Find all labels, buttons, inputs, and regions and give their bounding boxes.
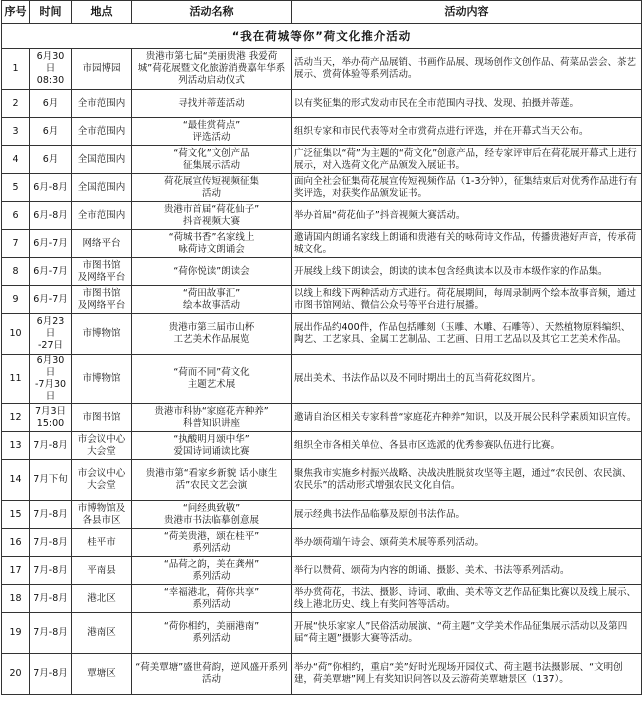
section-title: “我在荷城等你”荷文化推介活动 <box>2 24 642 49</box>
row-number: 10 <box>2 314 30 355</box>
header-name: 活动名称 <box>132 1 292 24</box>
row-place: 市会议中心 大会堂 <box>72 432 132 460</box>
row-place: 网络平台 <box>72 230 132 258</box>
row-number: 11 <box>2 355 30 404</box>
row-number: 1 <box>2 49 30 90</box>
table-row <box>2 174 642 202</box>
row-activity-content: 以线上和线下两种活动方式进行。荷花展期间，每周录制两个绘本故事音频，通过市图书馆网站、微信公众号等平台进行展播。 <box>292 286 642 314</box>
row-activity-content: 面向全社会征集荷花展宣传短视频作品（1-3分钟），征集结束后对优秀作品进行有奖评选，对获奖作品颁发证书。 <box>292 174 642 202</box>
table-row <box>2 613 642 654</box>
row-activity-name: “荷城书香”名家线上 咏荷诗文朗诵会 <box>132 230 292 258</box>
table-row <box>2 585 642 613</box>
table-row <box>2 146 642 174</box>
row-time: 6月30日 08:30 <box>30 49 72 90</box>
header-no: 序号 <box>2 1 30 24</box>
row-activity-content: 展出美术、书法作品以及不同时期出土的瓦当荷花纹图片。 <box>292 355 642 404</box>
row-number: 13 <box>2 432 30 460</box>
row-place: 平南县 <box>72 557 132 585</box>
table-row <box>2 202 642 230</box>
table-body <box>2 24 642 695</box>
row-place: 港南区 <box>72 613 132 654</box>
row-place: 桂平市 <box>72 529 132 557</box>
row-place: 市图书馆 <box>72 404 132 432</box>
row-time: 7月-8月 <box>30 529 72 557</box>
table-row <box>2 460 642 501</box>
row-activity-name: “荷美覃塘”盛世荷韵，逆风盛开系列活动 <box>132 654 292 695</box>
row-place: 市博物馆及 各县市区 <box>72 501 132 529</box>
row-place: 市园博园 <box>72 49 132 90</box>
row-number: 15 <box>2 501 30 529</box>
row-activity-content: 举办颂荷端午诗会、颂荷美术展等系列活动。 <box>292 529 642 557</box>
row-time: 6月-7月 <box>30 258 72 286</box>
row-time: 7月-8月 <box>30 654 72 695</box>
row-place: 覃塘区 <box>72 654 132 695</box>
row-place: 市会议中心 大会堂 <box>72 460 132 501</box>
row-time: 7月3日 15:00 <box>30 404 72 432</box>
row-number: 8 <box>2 258 30 286</box>
row-time: 6月 <box>30 90 72 118</box>
row-time: 7月-8月 <box>30 501 72 529</box>
row-time: 6月-8月 <box>30 174 72 202</box>
row-activity-content: 组织专家和市民代表等对全市赏荷点进行评选，并在开幕式当天公布。 <box>292 118 642 146</box>
header-place: 地点 <box>72 1 132 24</box>
row-activity-name: “执酸明月颂中华” 爱国诗词诵读比赛 <box>132 432 292 460</box>
row-number: 16 <box>2 529 30 557</box>
row-time: 7月下旬 <box>30 460 72 501</box>
table-row <box>2 355 642 404</box>
row-activity-content: 开展“快乐家家人”民俗活动展演、“荷主题”文学美术作品征集展示活动以及第四届“荷主题”摄影大赛等活动。 <box>292 613 642 654</box>
row-activity-name: “幸福港北，荷你共享” 系列活动 <box>132 585 292 613</box>
row-place: 全国范围内 <box>72 146 132 174</box>
row-number: 4 <box>2 146 30 174</box>
row-number: 7 <box>2 230 30 258</box>
row-number: 5 <box>2 174 30 202</box>
row-number: 9 <box>2 286 30 314</box>
row-activity-content: 举办“荷”你相约，重启“美”好时光现场开园仪式、荷主题书法摄影展、“文明创建，荷美覃塘”网上有奖知识问答以及云游荷美覃塘景区（137）。 <box>292 654 642 695</box>
table-row <box>2 404 642 432</box>
row-activity-content: 邀请国内朗诵名家线上朗诵和贵港有关的咏荷诗文作品，传播贵港好声音，传承荷城文化。 <box>292 230 642 258</box>
row-time: 7月-8月 <box>30 432 72 460</box>
row-activity-content: 邀请自治区相关专家科普“家庭花卉种养”知识，以及开展公民科学素质知识宣传。 <box>292 404 642 432</box>
row-activity-name: “荷田故事汇” 绘本故事活动 <box>132 286 292 314</box>
row-activity-name: “荷你相约，美丽港南” 系列活动 <box>132 613 292 654</box>
row-activity-name: “最佳赏荷点” 评选活动 <box>132 118 292 146</box>
row-place: 全市范围内 <box>72 202 132 230</box>
table-row <box>2 258 642 286</box>
row-activity-content: 组织全市各相关单位、各县市区选派的优秀参赛队伍进行比赛。 <box>292 432 642 460</box>
row-activity-content: 举办赏荷花，书法、摄影、诗词、歌曲、美术等文艺作品征集比赛以及线上展示、线上港北历史、线上有奖问答等活动。 <box>292 585 642 613</box>
row-place: 市图书馆 及网络平台 <box>72 286 132 314</box>
row-activity-content: 开展线上线下朗读会，朗读的读本包含经典读本以及市本级作家的作品集。 <box>292 258 642 286</box>
row-activity-name: 贵港市第三届市山杯 工艺美术作品展览 <box>132 314 292 355</box>
row-activity-content: 聚焦我市实施乡村振兴战略、决战决胜脱贫攻坚等主题，通过“农民创、农民演、农民乐”的活动形式增强农民文化自信。 <box>292 460 642 501</box>
row-number: 6 <box>2 202 30 230</box>
row-activity-name: “荷文化”文创产品 征集展示活动 <box>132 146 292 174</box>
table-row <box>2 529 642 557</box>
row-time: 6月23日 -27日 <box>30 314 72 355</box>
row-activity-name: 贵港市第七届“美丽贵港 我爱荷城”荷花展暨文化旅游消费嘉年华系列活动启动仪式 <box>132 49 292 90</box>
table-row <box>2 501 642 529</box>
table-row <box>2 230 642 258</box>
row-activity-content: 展示经典书法作品临摹及原创书法作品。 <box>292 501 642 529</box>
table-row <box>2 90 642 118</box>
row-number: 17 <box>2 557 30 585</box>
section-title-row <box>2 24 642 49</box>
row-place: 全市范围内 <box>72 90 132 118</box>
row-activity-content: 举办首届“荷花仙子”抖音视频大赛活动。 <box>292 202 642 230</box>
table-row <box>2 118 642 146</box>
row-activity-name: 贵港市科协“家庭花卉种养” 科普知识讲座 <box>132 404 292 432</box>
row-place: 全市范围内 <box>72 118 132 146</box>
row-activity-name: “荷美贵港，颂在桂平” 系列活动 <box>132 529 292 557</box>
row-place: 全国范围内 <box>72 174 132 202</box>
row-place: 市博物馆 <box>72 314 132 355</box>
header-row <box>2 1 642 24</box>
table-row <box>2 557 642 585</box>
row-number: 14 <box>2 460 30 501</box>
row-activity-name: 贵港市首届“荷花仙子” 抖音视频大赛 <box>132 202 292 230</box>
row-number: 20 <box>2 654 30 695</box>
row-time: 6月30日 -7月30日 <box>30 355 72 404</box>
row-activity-content: 广泛征集以“荷”为主题的“荷文化”创意产品，经专家评审后在荷花展开幕式上进行展示，对入选荷文化产品颁发入展证书。 <box>292 146 642 174</box>
header-time: 时间 <box>30 1 72 24</box>
row-time: 7月-8月 <box>30 557 72 585</box>
row-time: 7月-8月 <box>30 613 72 654</box>
table-row <box>2 432 642 460</box>
row-activity-content: 活动当天，举办荷产品展销、书画作品展、现场创作文创作品、荷菜品尝会、茶艺展示、赏荷体验等系列活动。 <box>292 49 642 90</box>
table-row <box>2 49 642 90</box>
row-number: 19 <box>2 613 30 654</box>
row-place: 市博物馆 <box>72 355 132 404</box>
row-number: 12 <box>2 404 30 432</box>
header-content: 活动内容 <box>292 1 642 24</box>
row-activity-content: 展出作品约400件，作品包括雕刻（玉雕、木雕、石雕等）、天然植物原料编织、陶艺、工艺家具、金属工艺制品、工艺画、日用工艺品以及其它工艺美术作品。 <box>292 314 642 355</box>
row-time: 6月-7月 <box>30 230 72 258</box>
row-time: 6月-7月 <box>30 286 72 314</box>
row-number: 18 <box>2 585 30 613</box>
row-place: 港北区 <box>72 585 132 613</box>
row-activity-name: “荷你悦读”朗读会 <box>132 258 292 286</box>
row-activity-name: 贵港市第“看家乡新貌 话小康生活”农民文艺会演 <box>132 460 292 501</box>
row-activity-name: “品荷之韵，美在龚州” 系列活动 <box>132 557 292 585</box>
table-row <box>2 654 642 695</box>
row-time: 6月 <box>30 146 72 174</box>
activity-table <box>1 0 642 695</box>
table-row <box>2 314 642 355</box>
row-activity-name: “问经典致敬” 贵港市书法临摹创意展 <box>132 501 292 529</box>
row-number: 3 <box>2 118 30 146</box>
row-time: 7月-8月 <box>30 585 72 613</box>
row-activity-content: 举行以赞荷、颂荷为内容的朗诵、摄影、美术、书法等系列活动。 <box>292 557 642 585</box>
table-row <box>2 286 642 314</box>
row-activity-name: 寻找并蒂莲活动 <box>132 90 292 118</box>
row-place: 市图书馆 及网络平台 <box>72 258 132 286</box>
row-activity-name: 荷花展宣传短视频征集 活动 <box>132 174 292 202</box>
row-number: 2 <box>2 90 30 118</box>
row-time: 6月 <box>30 118 72 146</box>
row-time: 6月-8月 <box>30 202 72 230</box>
row-activity-content: 以有奖征集的形式发动市民在全市范围内寻找、发现、拍摄并蒂莲。 <box>292 90 642 118</box>
row-activity-name: “荷而不同”荷文化 主题艺术展 <box>132 355 292 404</box>
